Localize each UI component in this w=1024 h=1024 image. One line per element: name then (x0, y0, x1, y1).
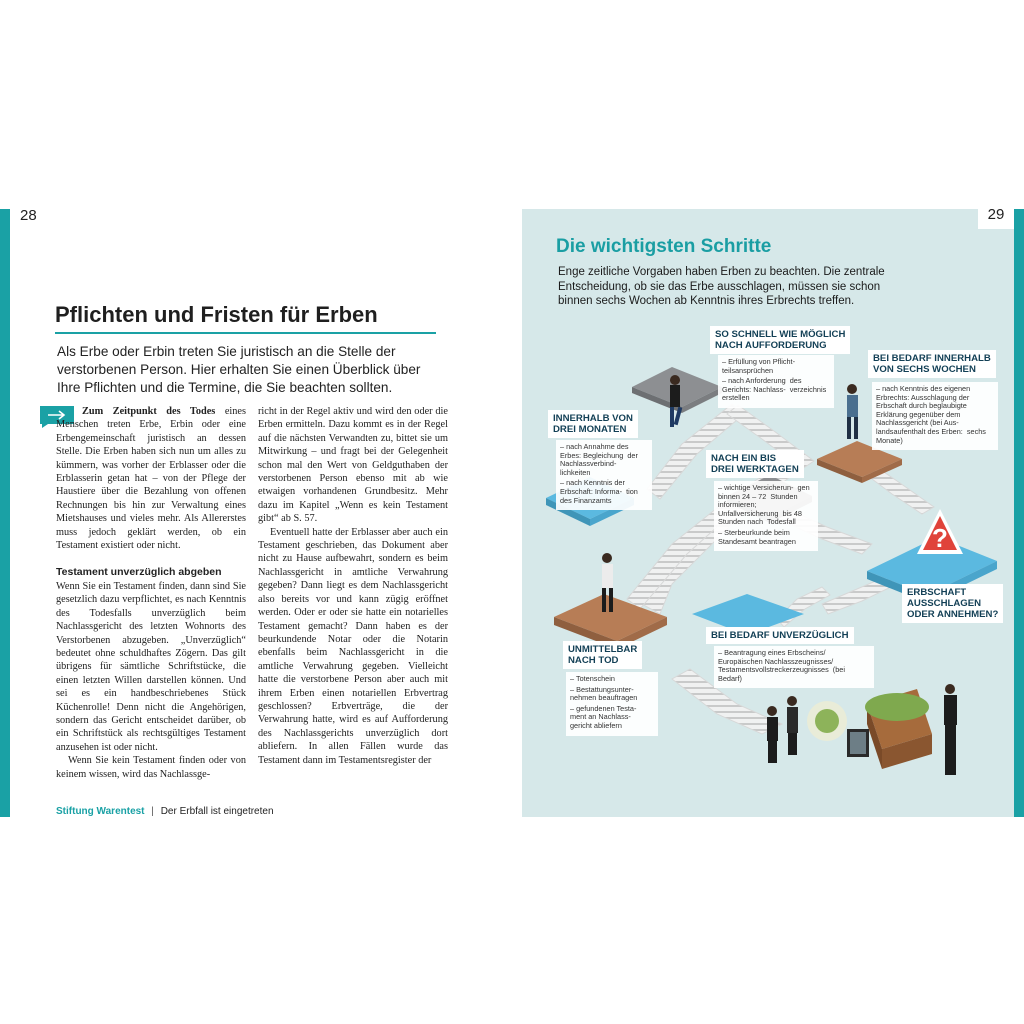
label-sechs-wochen: BEI BEDARF INNERHALB VON SECHS WOCHEN (868, 350, 996, 378)
left-page-number: 28 (20, 207, 37, 224)
left-page-accent-bar (0, 209, 10, 817)
label-erbschaft: ERBSCHAFT AUSSCHLAGEN ODER ANNEHMEN? (902, 584, 1003, 623)
note-unverzueglich: – Beantragung eines Erbscheins/ Europäischen Nachlasszeugnisses/ Testamentsvollstreckerzeugnisses (bei Bedarf) (714, 646, 874, 688)
col1-paragraph-3: Wenn Sie kein Testament finden oder von keinem wissen, wird das Nachlassge- (56, 755, 246, 780)
note-unmittelbar: – Totenschein – Bestattungsunter- nehmen beauftragen – gefundenen Testa- ment an Nachlass- gericht abliefern (566, 672, 658, 736)
infographic-title: Die wichtigsten Schritte (556, 236, 772, 257)
lead-text: Zum Zeitpunkt des Todes (82, 406, 216, 417)
page-footer (56, 806, 274, 817)
page-heading: Pflichten und Fristen für Erben (55, 302, 378, 327)
text-column-2 (258, 405, 448, 767)
col1-paragraph-1: eines Menschen treten Erbe, Erbin oder eine Erbengemeinschaft juristisch an dessen Stelle. Die Erben haben sich nun um alles zu kümmern, was vorher der Erblasser oder die Erblasserin getan hat – von der Pflege der Haustiere über die Bezahlung von offenen Rechnungen bis hin zur Verwaltung eines Mietshauses und vieles mehr. Als Allererstes muss jedoch geklärt werden, ob ein Testament existiert oder nicht. (56, 406, 246, 552)
heading-underline (55, 332, 436, 334)
note-so-schnell: – Erfüllung von Pflicht- teilsansprüchen – nach Anforderung des Gerichts: Nachlass- verzeichnis erstellen (718, 355, 834, 408)
footer-chapter-title: Der Erbfall ist eingetreten (160, 806, 274, 817)
funeral-scene (767, 684, 957, 775)
intro-paragraph: Als Erbe oder Erbin treten Sie juristisch an die Stelle der verstorbenen Person. Hier erhalten Sie einen Überblick über Ihre Pflichten und die Termine, die Sie beachten sollten. (57, 344, 421, 395)
warning-sign-icon (917, 509, 963, 554)
svg-text:?: ? (932, 523, 948, 553)
label-drei-monaten: INNERHALB VON DREI MONATEN (548, 410, 638, 438)
person-standing-icon (847, 384, 858, 439)
right-page-number: 29 (978, 205, 1014, 229)
label-so-schnell: SO SCHNELL WIE MÖGLICH NACH AUFFORDERUNG (710, 326, 850, 354)
note-drei-werktagen: – wichtige Versicherun- gen binnen 24 – 72 Stunden informieren; Unfallversicherung bis 48 Stunden nach Todesfall – Sterbeurkunde beim Standesamt beantragen (714, 481, 818, 551)
note-drei-monaten: – nach Annahme des Erbes: Begleichung der Nachlassverbind- lichkeiten – nach Kenntnis der Erbschaft: Informa- tion des Finanzamts (556, 440, 652, 510)
label-unmittelbar: UNMITTELBAR NACH TOD (563, 641, 642, 669)
col2-paragraph-1: richt in der Regel aktiv und wird den oder die Erben ermitteln. Dazu kommt es in der Regel auf die nächsten Verwandten zu, bittet sie um Mitwirkung – und fragt bei der Gelegenheit schon mal den Wert von Geldguthaben der verstorbenen Person ebenso mit ab wie etwaigen vorhandenen Grundbesitz. Mehr dazu im Kapitel „Wenn es kein Testament gibt“ ab S. 57. (258, 406, 448, 525)
footer-separator: | (151, 806, 154, 817)
label-drei-werktagen: NACH EIN BIS DREI WERKTAGEN (706, 450, 804, 478)
col1-paragraph-2: Wenn Sie ein Testament finden, dann sind Sie gesetzlich dazu verpflichtet, es nach Kenntnis des Todesfalls unverzüglich beim Nachlassgericht des letzten Wohnorts des Verstorbenen abzugeben. „Unverzüglich“ bedeutet ohne schuldhaftes Zögern. Das gilt übrigens für sämtliche Schriftstücke, die einen letzten Willen darstellen können. Und sei es ein handbeschriebenes Stück Küchenrolle! Denn nicht die Angehörigen, sondern das Gericht entscheidet darüber, ob ein Schriftstück als rechtsgültiges Testament anzusehen ist oder nicht. (56, 580, 246, 753)
subheading-testament: Testament unverzüglich abgeben (56, 566, 222, 579)
infographic-intro: Enge zeitliche Vorgaben haben Erben zu beachten. Die zentrale Entscheidung, ob sie das Erbe ausschlagen, müssen sie schon binnen sechs Wochen ab Kenntnis ihres Erbrechts treffen. (558, 266, 885, 307)
col2-paragraph-2: Eventuell hatte der Erblasser aber auch ein Testament geschrieben, das Dokument aber nicht zu Hause aufbewahrt, sondern es beim Nachlassgericht in amtliche Verwahrung gegeben? Dann liegt es dem Nachlassgericht also bereits vor und kann zügig eröffnet werden. Oder er oder sie hatte ein notarielles Testament gemacht? Dann haben es der beurkundende Notar oder die Notarin ebenfalls beim Nachlassgericht in die amtliche Verwahrung gegeben. Vielleicht hatte die verstorbene Person aber auch mit ihrem Erben einen notariellen Erbvertrag geschlossen? Erbverträge, die der Verwahrung hatte, wird es auf Aufforderung des Nachlassgerichts unverzüglich dort abliefern. In allen Fällen wurde das Testament dann im Testamentsregister der (258, 526, 448, 766)
right-page-accent-bar (1014, 209, 1024, 817)
footer-brand: Stiftung Warentest (56, 806, 145, 817)
label-unverzueglich: BEI BEDARF UNVERZÜGLICH (706, 627, 854, 644)
text-column-1 (56, 405, 246, 781)
note-sechs-wochen: – nach Kenntnis des eigenen Erbrechts: Ausschlagung der Erbschaft durch beglaubigte Erklärung gegenüber dem Nachlassgericht (bei Aus- landsaufenthalt des Erben: sechs Monate) (872, 382, 998, 450)
